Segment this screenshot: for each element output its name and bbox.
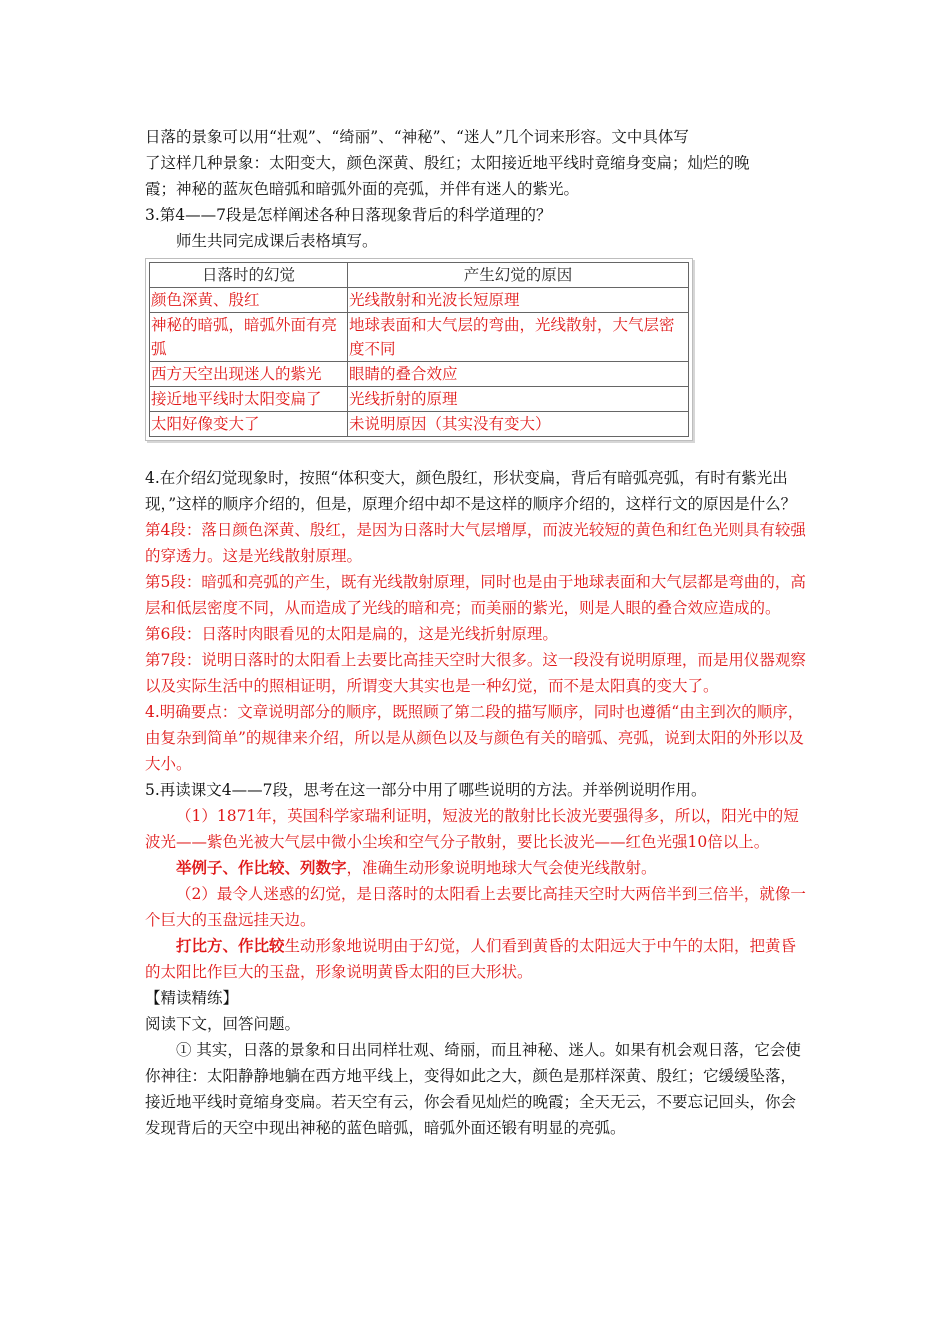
method-2-names: 打比方、作比较 (176, 936, 285, 955)
intro-line-2: 了这样几种景象：太阳变大，颜色深黄、殷红；太阳接近地平线时竟缩身变扁；灿烂的晚 (145, 154, 750, 172)
answer-paragraph-5: 第5段：暗弧和亮弧的产生，既有光线散射原理，同时也是由于地球表面和大气层都是弯曲的，高层和低层密度不同，从而造成了光线的暗和亮；而美丽的紫光，则是人眼的叠合效应造成的。 (145, 573, 806, 617)
method-1-names: 举例子、作比较、列数字 (176, 858, 347, 877)
method-2 (145, 933, 810, 985)
example-1: （1）1871年，英国科学家瑞利证明，短波光的散射比长波光要强得多，所以，阳光中的短波光——紫色光被大气层中微小尘埃和空气分子散射，要比长波光——红色光强10倍以上。 (145, 807, 799, 851)
intro-line-1: 日落的景象可以用“壮观”、“绮丽”、“神秘”、“迷人”几个词来形容。文中具体写 (145, 128, 689, 146)
question-3: 3.第4——7段是怎样阐述各种日落现象背后的科学道理的？ (145, 206, 552, 224)
method-1 (145, 855, 810, 881)
example-2: （2）最令人迷惑的幻觉，是日落时的太阳看上去要比高挂天空时大两倍半到三倍半，就像一个巨大的玉盘远挂天边。 (145, 885, 806, 929)
table-row (150, 387, 689, 412)
reading-passage: ① 其实，日落的景象和日出同样壮观、绮丽，而且神秘、迷人。如果有机会观日落，它会使你神往：太阳静静地躺在西方地平线上，变得如此之大，颜色是那样深黄、殷红；它缓缓坠落，接近地平线时竟缩身变扁。若天空有云，你会看见灿烂的晚霞；全天无云，不要忘记回头，你会发现背后的天空中现出神秘的蓝色暗弧，暗弧外面还锻有明显的亮弧。 (145, 1041, 801, 1137)
question-5: 5.再读课文4——7段，思考在这一部分中用了哪些说明的方法。并举例说明作用。 (145, 781, 707, 799)
question-4: 4.在介绍幻觉现象时，按照“体积变大，颜色殷红，形状变扁，背后有暗弧亮弧，有时有紫光出现，”这样的顺序介绍的，但是，原理介绍中却不是这样的顺序介绍的，这样行文的原因是什么？ (145, 469, 797, 513)
phenomena-table (149, 262, 689, 437)
practice-heading: 【精读精练】 (145, 989, 239, 1007)
table-header-illusion: 日落时的幻觉 (150, 263, 348, 288)
intro-line-3: 霞；神秘的蓝灰色暗弧和暗弧外面的亮弧，并伴有迷人的紫光。 (145, 180, 580, 198)
key-points: 4.明确要点：文章说明部分的顺序，既照顾了第二段的描写顺序，同时也遵循“由主到次的顺序，由复杂到简单”的规律来介绍，所以是从颜色以及与颜色有关的暗弧、亮弧，说到太阳的外形以及大小。 (145, 703, 804, 773)
spacer (145, 441, 810, 465)
table-cell-illusion: 神秘的暗弧，暗弧外面有亮弧 (150, 313, 348, 362)
table-cell-cause: 光线散射和光波长短原理 (348, 288, 689, 313)
table-row (150, 362, 689, 387)
table-cell-cause: 地球表面和大气层的弯曲，光线散射，大气层密度不同 (348, 313, 689, 362)
method-2-effect: 生动形象地说明由于幻觉，人们看到黄昏的太阳远大于中午的太阳，把黄昏的太阳比作巨大的玉盘，形象说明黄昏太阳的巨大形状。 (145, 937, 797, 981)
table-row (150, 412, 689, 437)
practice-instruction: 阅读下文，回答问题。 (145, 1015, 301, 1033)
table-cell-illusion: 太阳好像变大了 (150, 412, 348, 437)
table-cell-cause: 眼睛的叠合效应 (348, 362, 689, 387)
method-1-effect: ，准确生动形象说明地球大气会使光线散射。 (346, 859, 657, 877)
table-row (150, 288, 689, 313)
table-row (150, 313, 689, 362)
table-cell-illusion: 西方天空出现迷人的紫光 (150, 362, 348, 387)
answer-paragraph-7: 第7段：说明日落时的太阳看上去要比高挂天空时大很多。这一段没有说明原理，而是用仪器观察以及实际生活中的照相证明，所谓变大其实也是一种幻觉，而不是太阳真的变大了。 (145, 651, 806, 695)
table-cell-cause: 未说明原因（其实没有变大） (348, 412, 689, 437)
table-cell-cause: 光线折射的原理 (348, 387, 689, 412)
phenomena-table-frame (145, 258, 693, 441)
table-header-cause: 产生幻觉的原因 (348, 263, 689, 288)
table-header-row (150, 263, 689, 288)
answer-paragraph-4: 第4段：落日颜色深黄、殷红，是因为日落时大气层增厚，而波光较短的黄色和红色光则具有较强的穿透力。这是光线散射原理。 (145, 521, 806, 565)
document-body (145, 124, 810, 1141)
answer-paragraph-6: 第6段：日落时肉眼看见的太阳是扁的，这是光线折射原理。 (145, 625, 558, 643)
table-cell-illusion: 颜色深黄、殷红 (150, 288, 348, 313)
table-note: 师生共同完成课后表格填写。 (176, 232, 378, 250)
table-cell-illusion: 接近地平线时太阳变扁了 (150, 387, 348, 412)
